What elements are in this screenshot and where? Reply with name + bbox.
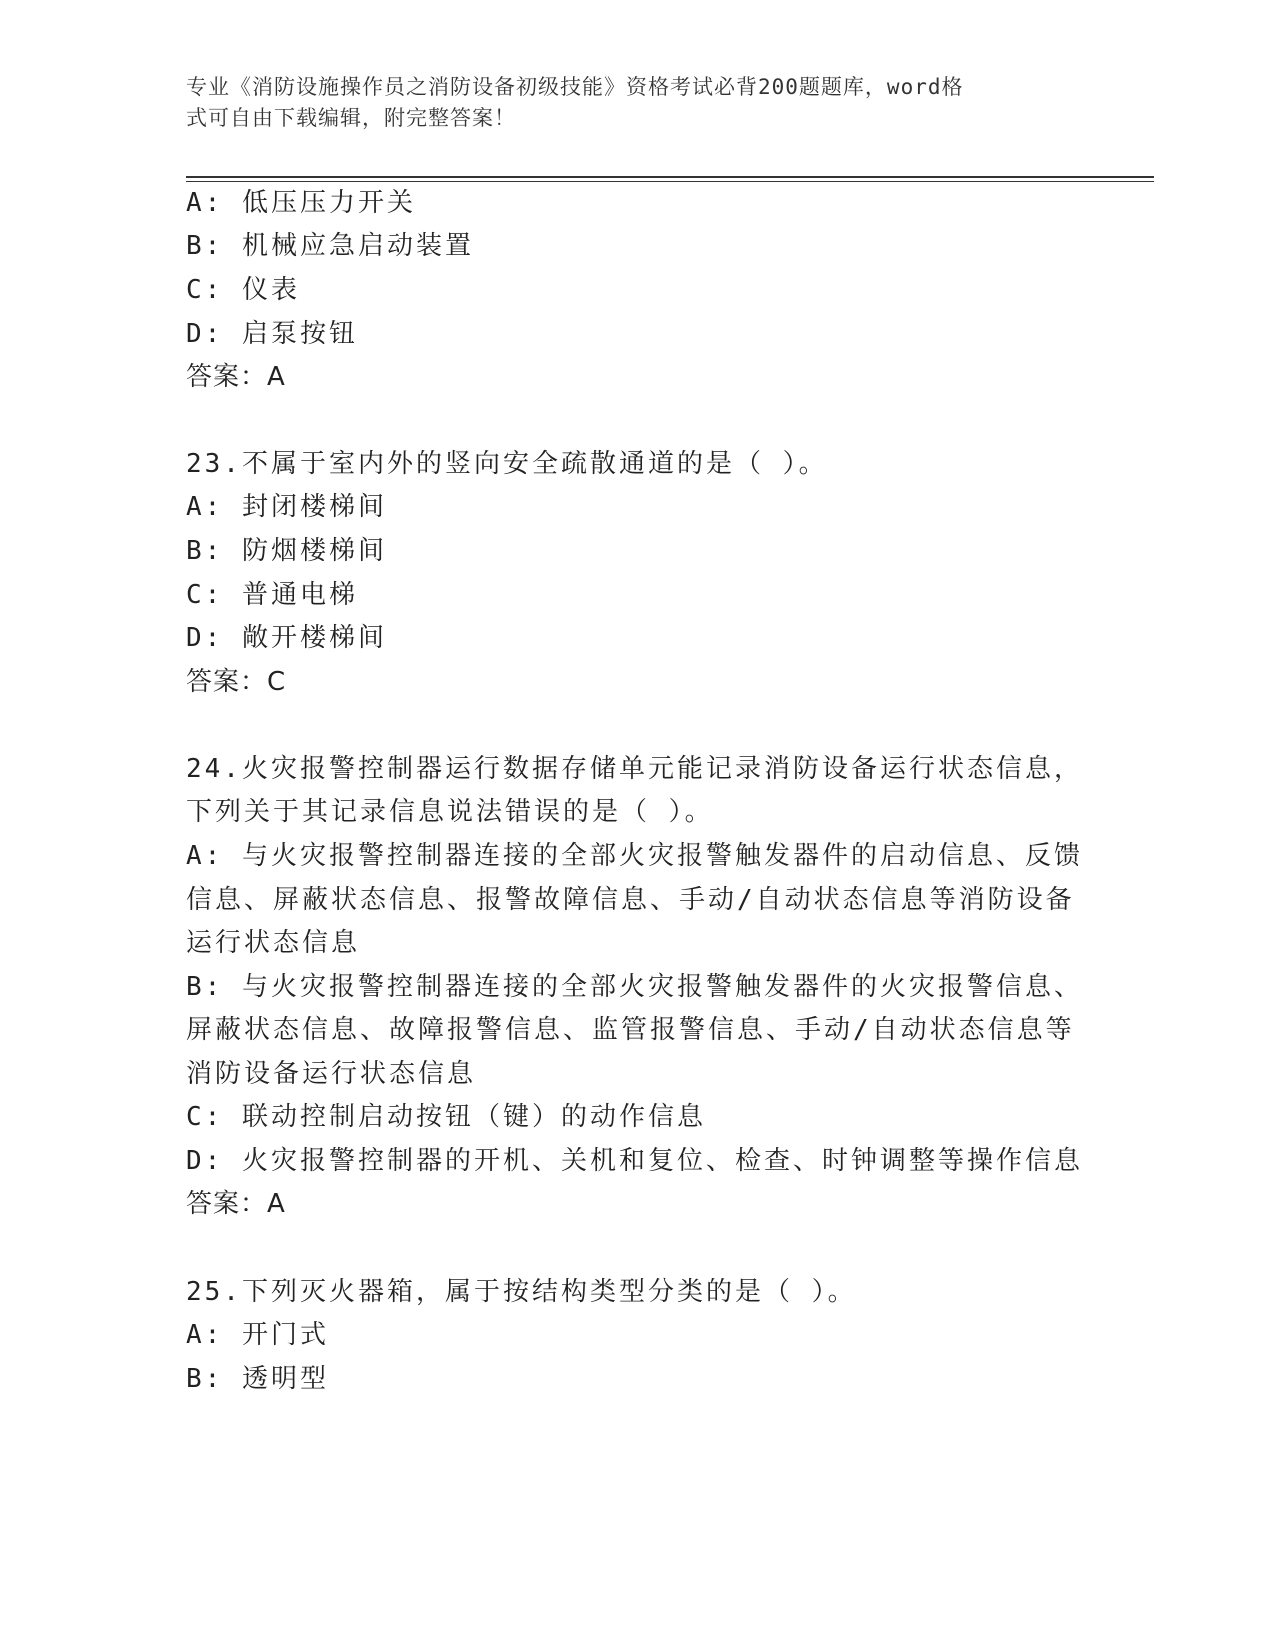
header-rule-thick bbox=[186, 176, 1154, 178]
q22-answer: 答案：A bbox=[186, 362, 286, 392]
header-line-1: 专业《消防设施操作员之消防设备初级技能》资格考试必背200题题库，word格 bbox=[186, 75, 964, 99]
q25-option-b: B: 透明型 bbox=[186, 1364, 329, 1394]
q25-option-a: A: 开门式 bbox=[186, 1320, 329, 1350]
q24-answer: 答案：A bbox=[186, 1189, 286, 1219]
q25-question: 25.下列灭火器箱，属于按结构类型分类的是（ ）。 bbox=[186, 1277, 857, 1307]
q23-option-c: C: 普通电梯 bbox=[186, 580, 358, 610]
q24-option-b-line-1: B: 与火灾报警控制器连接的全部火灾报警触发器件的火灾报警信息、 bbox=[186, 972, 1083, 1002]
q24-question-line-2: 下列关于其记录信息说法错误的是（ ）。 bbox=[186, 797, 714, 827]
q23-option-b: B: 防烟楼梯间 bbox=[186, 536, 387, 566]
q24-option-c: C: 联动控制启动按钮（键）的动作信息 bbox=[186, 1102, 706, 1132]
q24-option-a-line-3: 运行状态信息 bbox=[186, 928, 361, 958]
q24-option-a-line-1: A: 与火灾报警控制器连接的全部火灾报警触发器件的启动信息、反馈 bbox=[186, 841, 1083, 871]
q23-answer: 答案：C bbox=[186, 667, 287, 697]
q22-option-a: A: 低压压力开关 bbox=[186, 188, 416, 218]
q23-option-d: D: 敞开楼梯间 bbox=[186, 623, 387, 653]
q22-option-b: B: 机械应急启动装置 bbox=[186, 231, 474, 261]
header-rule-thin bbox=[186, 181, 1154, 182]
q24-option-b-line-3: 消防设备运行状态信息 bbox=[186, 1059, 477, 1089]
q22-option-c: C: 仪表 bbox=[186, 275, 300, 305]
q24-question-line-1: 24.火灾报警控制器运行数据存储单元能记录消防设备运行状态信息， bbox=[186, 754, 1083, 784]
q23-question: 23.不属于室内外的竖向安全疏散通道的是（ ）。 bbox=[186, 449, 828, 479]
document-header bbox=[186, 72, 1066, 134]
header-line-2: 式可自由下载编辑，附完整答案！ bbox=[186, 106, 516, 130]
q23-option-a: A: 封闭楼梯间 bbox=[186, 492, 387, 522]
q22-option-d: D: 启泵按钮 bbox=[186, 319, 358, 349]
q24-option-a-line-2: 信息、屏蔽状态信息、报警故障信息、手动/自动状态信息等消防设备 bbox=[186, 885, 1075, 915]
q24-option-b-line-2: 屏蔽状态信息、故障报警信息、监管报警信息、手动/自动状态信息等 bbox=[186, 1015, 1075, 1045]
q24-option-d: D: 火灾报警控制器的开机、关机和复位、检查、时钟调整等操作信息 bbox=[186, 1146, 1083, 1176]
